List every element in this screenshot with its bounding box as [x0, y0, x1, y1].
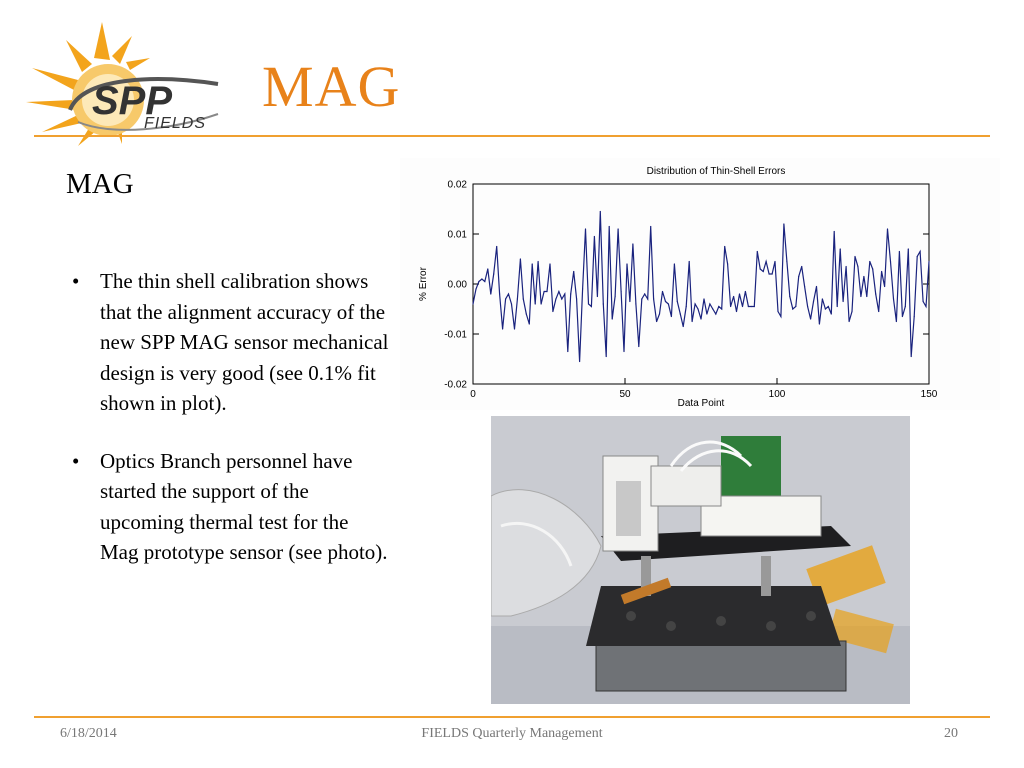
data-point — [789, 296, 790, 297]
bullet-item — [72, 266, 392, 419]
data-point — [851, 311, 852, 312]
x-tick-label: 100 — [768, 389, 786, 400]
data-point — [760, 268, 761, 269]
data-point — [774, 261, 775, 262]
data-point — [526, 313, 527, 314]
data-point — [653, 298, 654, 299]
data-point — [813, 301, 814, 302]
data-point — [644, 293, 645, 294]
plot-frame — [473, 184, 929, 384]
data-point — [902, 316, 903, 317]
y-tick-label: 0.02 — [447, 179, 467, 191]
x-axis-label: Data Point — [677, 398, 725, 409]
data-point — [520, 258, 521, 259]
bullet-item — [72, 446, 392, 568]
data-point — [686, 306, 687, 307]
data-point — [893, 298, 894, 299]
data-point — [606, 356, 607, 357]
data-point — [511, 303, 512, 304]
data-point — [780, 316, 781, 317]
data-point — [846, 266, 847, 267]
data-point — [854, 256, 855, 257]
page-number: 20 — [944, 726, 958, 741]
data-point — [798, 276, 799, 277]
data-point — [828, 306, 829, 307]
data-point — [700, 318, 701, 319]
data-point — [840, 248, 841, 249]
data-point — [523, 298, 524, 299]
data-point — [795, 306, 796, 307]
x-tick-label: 150 — [920, 389, 938, 400]
data-point — [612, 318, 613, 319]
data-point — [552, 311, 553, 312]
bullet-text: Optics Branch personnel have started the support of the upcoming thermal test for the Mag prototype sensor (see photo). — [100, 448, 388, 564]
data-point — [472, 303, 473, 304]
data-point — [662, 291, 663, 292]
data-point — [529, 323, 530, 324]
data-point — [712, 308, 713, 309]
data-point — [689, 261, 690, 262]
data-point — [674, 263, 675, 264]
data-point — [499, 293, 500, 294]
data-point — [659, 313, 660, 314]
data-point — [695, 303, 696, 304]
data-point — [594, 236, 595, 237]
data-point — [860, 296, 861, 297]
data-point — [819, 323, 820, 324]
data-point — [896, 321, 897, 322]
data-point — [615, 296, 616, 297]
bullet-text: The thin shell calibration shows that the alignment accuracy of the new SPP MAG sensor mechanical design is very good (see 0.1% fit shown in plot). — [100, 269, 389, 415]
prototype-sensor-photo — [491, 416, 910, 704]
data-point — [825, 308, 826, 309]
data-point — [872, 268, 873, 269]
data-point — [928, 261, 929, 262]
data-point — [490, 293, 491, 294]
bullet-marker: • — [72, 448, 80, 473]
y-tick-label: -0.02 — [444, 379, 467, 391]
data-point — [739, 293, 740, 294]
footer-divider — [34, 716, 990, 718]
chart-title: Distribution of Thin-Shell Errors — [646, 166, 786, 177]
data-point — [843, 301, 844, 302]
spp-fields-logo — [22, 18, 232, 148]
data-point — [535, 303, 536, 304]
data-point — [629, 301, 630, 302]
x-tick-label: 50 — [619, 389, 631, 400]
data-point — [783, 223, 784, 224]
data-point — [786, 261, 787, 262]
data-point — [585, 228, 586, 229]
data-point — [884, 286, 885, 287]
data-point — [875, 293, 876, 294]
data-point — [863, 276, 864, 277]
data-point — [772, 273, 773, 274]
data-point — [837, 306, 838, 307]
data-point — [801, 266, 802, 267]
x-tick-label: 0 — [470, 389, 476, 400]
data-point — [508, 293, 509, 294]
data-point — [517, 298, 518, 299]
data-point — [730, 306, 731, 307]
data-point — [914, 316, 915, 317]
footer-date: 6/18/2014 — [60, 726, 117, 741]
data-point — [493, 273, 494, 274]
data-point — [754, 306, 755, 307]
chart-svg — [400, 158, 1000, 410]
data-point — [692, 321, 693, 322]
data-point — [579, 361, 580, 362]
data-point — [618, 228, 619, 229]
data-point — [656, 321, 657, 322]
data-point — [600, 211, 601, 212]
data-point — [573, 271, 574, 272]
data-point — [514, 328, 515, 329]
data-point — [703, 298, 704, 299]
data-point — [724, 246, 725, 247]
data-point — [763, 271, 764, 272]
thin-shell-error-chart — [400, 158, 1000, 410]
data-point — [671, 316, 672, 317]
data-point — [484, 281, 485, 282]
data-point — [748, 306, 749, 307]
data-point — [641, 298, 642, 299]
data-point — [917, 256, 918, 257]
data-point — [544, 291, 545, 292]
data-point — [715, 313, 716, 314]
data-point — [558, 291, 559, 292]
data-point — [834, 231, 835, 232]
data-point — [777, 311, 778, 312]
data-point — [582, 288, 583, 289]
data-point — [668, 303, 669, 304]
data-point — [718, 306, 719, 307]
y-tick-label: 0.00 — [447, 279, 467, 291]
data-point — [807, 306, 808, 307]
data-point — [609, 226, 610, 227]
data-point — [742, 306, 743, 307]
data-point — [549, 263, 550, 264]
data-point — [727, 263, 728, 264]
data-point — [822, 298, 823, 299]
data-point — [481, 278, 482, 279]
data-point — [757, 251, 758, 252]
y-tick-label: 0.01 — [447, 229, 467, 241]
data-point — [792, 308, 793, 309]
data-point — [923, 301, 924, 302]
data-point — [603, 303, 604, 304]
data-point — [733, 296, 734, 297]
bullet-marker: • — [72, 269, 80, 293]
data-point — [546, 291, 547, 292]
data-point — [709, 303, 710, 304]
series-line — [473, 212, 929, 362]
data-point — [635, 303, 636, 304]
data-point — [626, 263, 627, 264]
data-point — [650, 226, 651, 227]
data-point — [769, 273, 770, 274]
data-point — [632, 243, 633, 244]
data-point — [697, 308, 698, 309]
data-point — [532, 263, 533, 264]
data-point — [591, 306, 592, 307]
data-point — [899, 251, 900, 252]
data-point — [502, 328, 503, 329]
data-point — [810, 318, 811, 319]
data-point — [857, 266, 858, 267]
data-point — [911, 356, 912, 357]
data-point — [541, 303, 542, 304]
data-point — [538, 261, 539, 262]
data-point — [890, 261, 891, 262]
data-point — [887, 228, 888, 229]
data-point — [623, 351, 624, 352]
data-point — [751, 306, 752, 307]
header-divider — [34, 135, 990, 137]
data-point — [866, 296, 867, 297]
data-point — [721, 308, 722, 309]
data-point — [478, 281, 479, 282]
data-point — [576, 298, 577, 299]
data-point — [831, 313, 832, 314]
data-point — [683, 326, 684, 327]
data-point — [570, 293, 571, 294]
data-point — [849, 321, 850, 322]
data-point — [908, 248, 909, 249]
data-point — [588, 303, 589, 304]
data-point — [561, 298, 562, 299]
data-point — [487, 268, 488, 269]
data-point — [745, 291, 746, 292]
data-point — [597, 296, 598, 297]
y-tick-label: -0.01 — [444, 329, 467, 341]
data-point — [804, 286, 805, 287]
data-point — [706, 313, 707, 314]
data-point — [567, 351, 568, 352]
data-point — [665, 301, 666, 302]
data-point — [638, 346, 639, 347]
bullet-list — [72, 266, 392, 595]
data-point — [564, 293, 565, 294]
data-point — [816, 286, 817, 287]
data-point — [881, 271, 882, 272]
footer-title: FIELDS Quarterly Management — [421, 726, 603, 741]
data-point — [475, 288, 476, 289]
data-point — [736, 311, 737, 312]
data-point — [905, 306, 906, 307]
data-point — [621, 291, 622, 292]
data-point — [766, 261, 767, 262]
data-point — [677, 301, 678, 302]
data-point — [869, 261, 870, 262]
data-point — [496, 246, 497, 247]
data-point — [647, 298, 648, 299]
page-title: MAG — [262, 54, 401, 119]
slide-subtitle: MAG — [66, 168, 134, 200]
data-point — [925, 306, 926, 307]
logo-text: SPP — [92, 79, 173, 123]
logo-subtext: FIELDS — [144, 115, 207, 132]
y-axis-label: % Error — [418, 267, 429, 301]
data-point — [505, 298, 506, 299]
data-point — [920, 251, 921, 252]
data-point — [680, 313, 681, 314]
data-point — [878, 311, 879, 312]
data-point — [555, 298, 556, 299]
